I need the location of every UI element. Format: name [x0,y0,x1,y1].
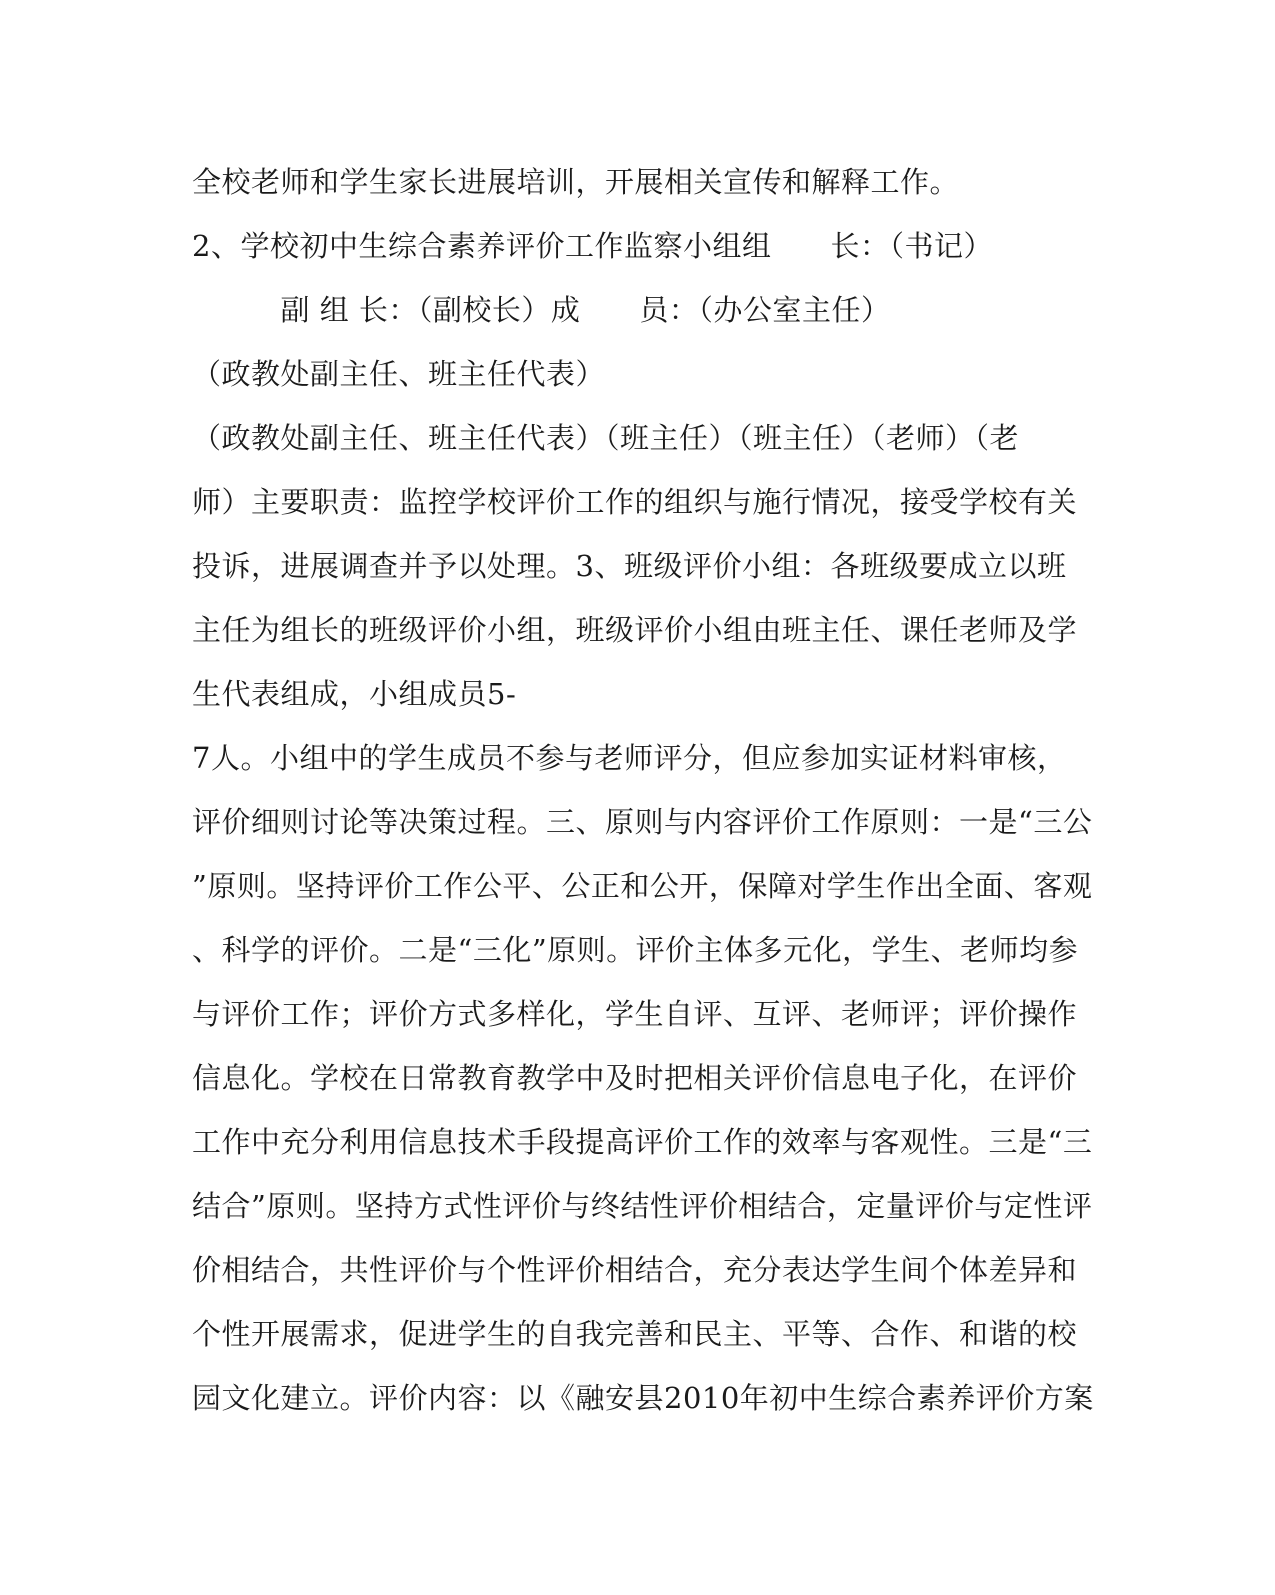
text-line: 与评价工作；评价方式多样化，学生自评、互评、老师评；评价操作 [192,997,1078,1031]
text-line: （政教处副主任、班主任代表） [192,357,606,391]
text-line: 结合”原则。坚持方式性评价与终结性评价相结合，定量评价与定性评 [192,1189,1093,1223]
text-line: 投诉，进展调查并予以处理。3、班级评价小组：各班级要成立以班 [192,549,1067,583]
text-line: 主任为组长的班级评价小组，班级评价小组由班主任、课任老师及学 [192,613,1078,647]
text-line: 生代表组成，小组成员5- [192,677,517,711]
text-line: 师）主要职责：监控学校评价工作的组织与施行情况，接受学校有关 [192,485,1078,519]
text-line: 价相结合，共性评价与个性评价相结合，充分表达学生间个体差异和 [192,1253,1078,1287]
text-line: 、科学的评价。二是“三化”原则。评价主体多元化，学生、老师均参 [192,933,1079,967]
text-line: 评价细则讨论等决策过程。三、原则与内容评价工作原则：一是“三公 [192,805,1093,839]
text-line: 园文化建立。评价内容：以《融安县2010年初中生综合素养评价方案 [192,1381,1094,1415]
text-line: 信息化。学校在日常教育教学中及时把相关评价信息电子化，在评价 [192,1061,1078,1095]
text-line: 工作中充分利用信息技术手段提高评价工作的效率与客观性。三是“三 [192,1125,1093,1159]
text-line: 全校老师和学生家长进展培训，开展相关宣传和解释工作。 [192,165,960,199]
text-line: ”原则。坚持评价工作公平、公正和公开，保障对学生作出全面、客观 [192,869,1093,903]
text-line: 个性开展需求，促进学生的自我完善和民主、平等、合作、和谐的校 [192,1317,1078,1351]
text-line: 7人。小组中的学生成员不参与老师评分，但应参加实证材料审核， [192,741,1067,775]
text-line: 副 组 长：（副校长）成 员：（办公室主任） [192,293,891,327]
text-line: （政教处副主任、班主任代表）（班主任）（班主任）（老师）（老 [192,421,1020,455]
text-line: 2、学校初中生综合素养评价工作监察小组组 长：（书记） [192,229,993,263]
